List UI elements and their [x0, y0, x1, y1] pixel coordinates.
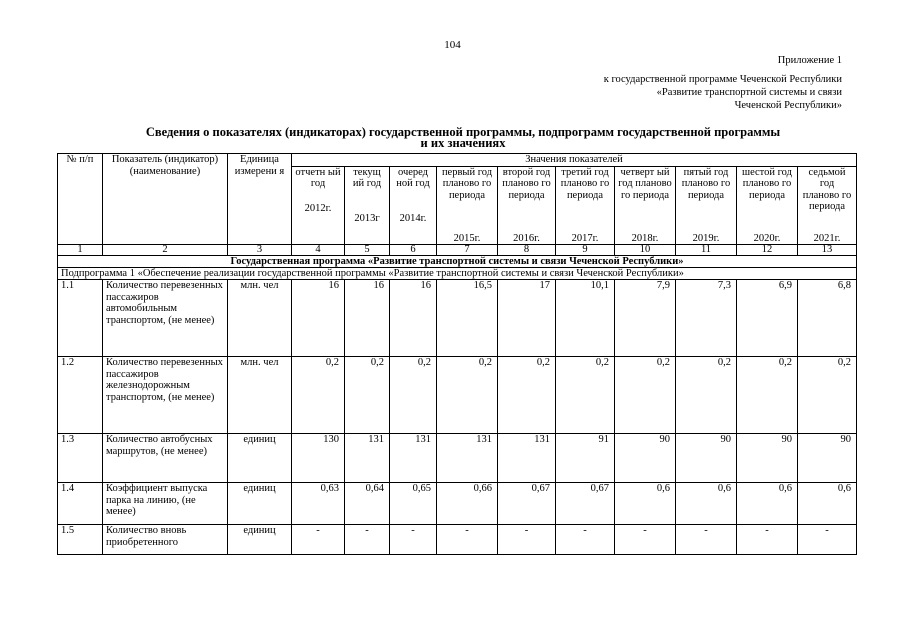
value-cell: 0,64 [345, 483, 390, 525]
value-cell: 90 [676, 434, 737, 483]
header-period-label: пятый год планово го периода [681, 166, 731, 201]
appendix-block [604, 54, 842, 112]
column-number: 10 [615, 245, 676, 256]
value-cell: 16 [390, 280, 437, 357]
column-number: 3 [228, 245, 292, 256]
header-period-label: седьмой год планово го периода [802, 166, 852, 212]
program-row [58, 256, 857, 268]
header-period-year: 2020г. [753, 232, 781, 244]
value-cell: 0,6 [615, 483, 676, 525]
column-number: 4 [292, 245, 345, 256]
appendix-line: Чеченской Республики» [734, 100, 842, 111]
value-cell: 0,6 [737, 483, 798, 525]
row-number: 1.3 [58, 434, 103, 483]
header-period [437, 166, 498, 245]
column-number: 5 [345, 245, 390, 256]
value-cell: 131 [498, 434, 556, 483]
value-cell: 0,2 [556, 357, 615, 434]
value-cell: 131 [437, 434, 498, 483]
header-period [615, 166, 676, 245]
value-cell: 0,2 [798, 357, 857, 434]
header-period-label: второй год планово го периода [502, 166, 551, 201]
header-period-label: очеред ной год [396, 166, 430, 189]
value-cell: 7,3 [676, 280, 737, 357]
value-cell: 0,2 [292, 357, 345, 434]
page-number: 104 [444, 39, 461, 51]
value-cell: 0,6 [798, 483, 857, 525]
value-cell: - [292, 525, 345, 555]
value-cell: - [676, 525, 737, 555]
value-cell: 130 [292, 434, 345, 483]
column-number: 11 [676, 245, 737, 256]
value-cell: 0,2 [676, 357, 737, 434]
header-period-year: 2018г. [631, 232, 659, 244]
unit-cell: млн. чел [228, 357, 292, 434]
row-number: 1.5 [58, 525, 103, 555]
value-cell: 17 [498, 280, 556, 357]
header-num: № п/п [58, 154, 103, 245]
table-row [58, 525, 857, 555]
subprogram-row [58, 268, 857, 280]
indicator-name: Количество вновь приобретенного [103, 525, 228, 555]
value-cell: 6,8 [798, 280, 857, 357]
value-cell: 0,66 [437, 483, 498, 525]
header-period [292, 166, 345, 245]
header-period [556, 166, 615, 245]
value-cell: 10,1 [556, 280, 615, 357]
program-title: Государственная программа «Развитие транспортной системы и связи Чеченской Республики» [58, 256, 857, 268]
column-number: 2 [103, 245, 228, 256]
value-cell: 90 [798, 434, 857, 483]
header-period [345, 166, 390, 245]
value-cell: 0,2 [615, 357, 676, 434]
header-indicator: Показатель (индикатор) (наименование) [103, 154, 228, 245]
value-cell: 16 [292, 280, 345, 357]
header-period-label: отчетн ый год [295, 166, 341, 189]
header-period-year: 2012г. [304, 202, 332, 214]
header-period-year: 2016г. [513, 232, 540, 244]
appendix-line: «Развитие транспортной системы и связи [656, 87, 842, 98]
appendix-title: Приложение 1 [777, 55, 842, 66]
table-row [58, 280, 857, 357]
row-number: 1.1 [58, 280, 103, 357]
value-cell: - [345, 525, 390, 555]
value-cell: - [437, 525, 498, 555]
header-period-year: 2015г. [453, 232, 481, 244]
value-cell: 0,65 [390, 483, 437, 525]
unit-cell: млн. чел [228, 280, 292, 357]
table-row [58, 434, 857, 483]
indicators-table [57, 153, 857, 555]
column-number: 9 [556, 245, 615, 256]
column-number: 7 [437, 245, 498, 256]
header-period-label: третий год планово го периода [560, 166, 610, 201]
column-numbers-row [58, 245, 857, 256]
value-cell: 0,63 [292, 483, 345, 525]
value-cell: 91 [556, 434, 615, 483]
header-values-group: Значения показателей [292, 154, 857, 167]
unit-cell: единиц [228, 483, 292, 525]
value-cell: 0,2 [345, 357, 390, 434]
column-number: 8 [498, 245, 556, 256]
document-title [58, 127, 868, 149]
header-period-year: 2021г. [813, 232, 841, 244]
header-period-year: 2014г. [399, 212, 427, 224]
header-period [676, 166, 737, 245]
indicator-name: Коэффициент выпуска парка на линию, (не менее) [103, 483, 228, 525]
value-cell: 0,2 [498, 357, 556, 434]
value-cell: - [615, 525, 676, 555]
value-cell: 6,9 [737, 280, 798, 357]
value-cell: 0,2 [437, 357, 498, 434]
value-cell: 131 [390, 434, 437, 483]
header-period-label: шестой год планово го периода [742, 166, 792, 201]
value-cell: 0,67 [556, 483, 615, 525]
column-number: 6 [390, 245, 437, 256]
header-unit: Единица измерени я [228, 154, 292, 245]
value-cell: 16,5 [437, 280, 498, 357]
value-cell: - [556, 525, 615, 555]
unit-cell: единиц [228, 434, 292, 483]
indicator-name: Количество перевезенных пассажиров железнодорожным транспортом, (не менее) [103, 357, 228, 434]
indicator-name: Количество перевезенных пассажиров автомобильным транспортом, (не менее) [103, 280, 228, 357]
header-period-label: текущ ий год [352, 166, 382, 189]
value-cell: 90 [615, 434, 676, 483]
row-number: 1.4 [58, 483, 103, 525]
subprogram-title: Подпрограмма 1 «Обеспечение реализации государственной программы «Развитие транспортной системы и связи Чеченской Республики» [58, 268, 857, 280]
header-period [798, 166, 857, 245]
value-cell: 0,6 [676, 483, 737, 525]
table-row [58, 483, 857, 525]
value-cell: - [390, 525, 437, 555]
value-cell: 16 [345, 280, 390, 357]
value-cell: 0,67 [498, 483, 556, 525]
header-period-year: 2019г. [692, 232, 720, 244]
value-cell: 90 [737, 434, 798, 483]
value-cell: - [798, 525, 857, 555]
header-period [498, 166, 556, 245]
appendix-line: к государственной программе Чеченской Республики [603, 74, 842, 85]
table-header-row [58, 154, 857, 167]
table-row [58, 357, 857, 434]
header-period-year: 2017г. [571, 232, 599, 244]
column-number: 13 [798, 245, 857, 256]
column-number: 12 [737, 245, 798, 256]
indicator-name: Количество автобусных маршрутов, (не менее) [103, 434, 228, 483]
row-number: 1.2 [58, 357, 103, 434]
header-period-label: четверт ый год планово го периода [618, 166, 672, 201]
header-period-year: 2013г [354, 212, 380, 224]
document-title-line: Сведения о показателях (индикаторах) государственной программы, подпрограмм государственной программы [145, 125, 781, 139]
unit-cell: единиц [228, 525, 292, 555]
column-number: 1 [58, 245, 103, 256]
value-cell: - [498, 525, 556, 555]
header-period-label: первый год планово го периода [441, 166, 493, 201]
table-body [58, 280, 857, 555]
header-period [390, 166, 437, 245]
header-period [737, 166, 798, 245]
value-cell: 131 [345, 434, 390, 483]
document-title-line: и их значениях [420, 136, 506, 150]
value-cell: 0,2 [737, 357, 798, 434]
value-cell: 7,9 [615, 280, 676, 357]
value-cell: - [737, 525, 798, 555]
value-cell: 0,2 [390, 357, 437, 434]
